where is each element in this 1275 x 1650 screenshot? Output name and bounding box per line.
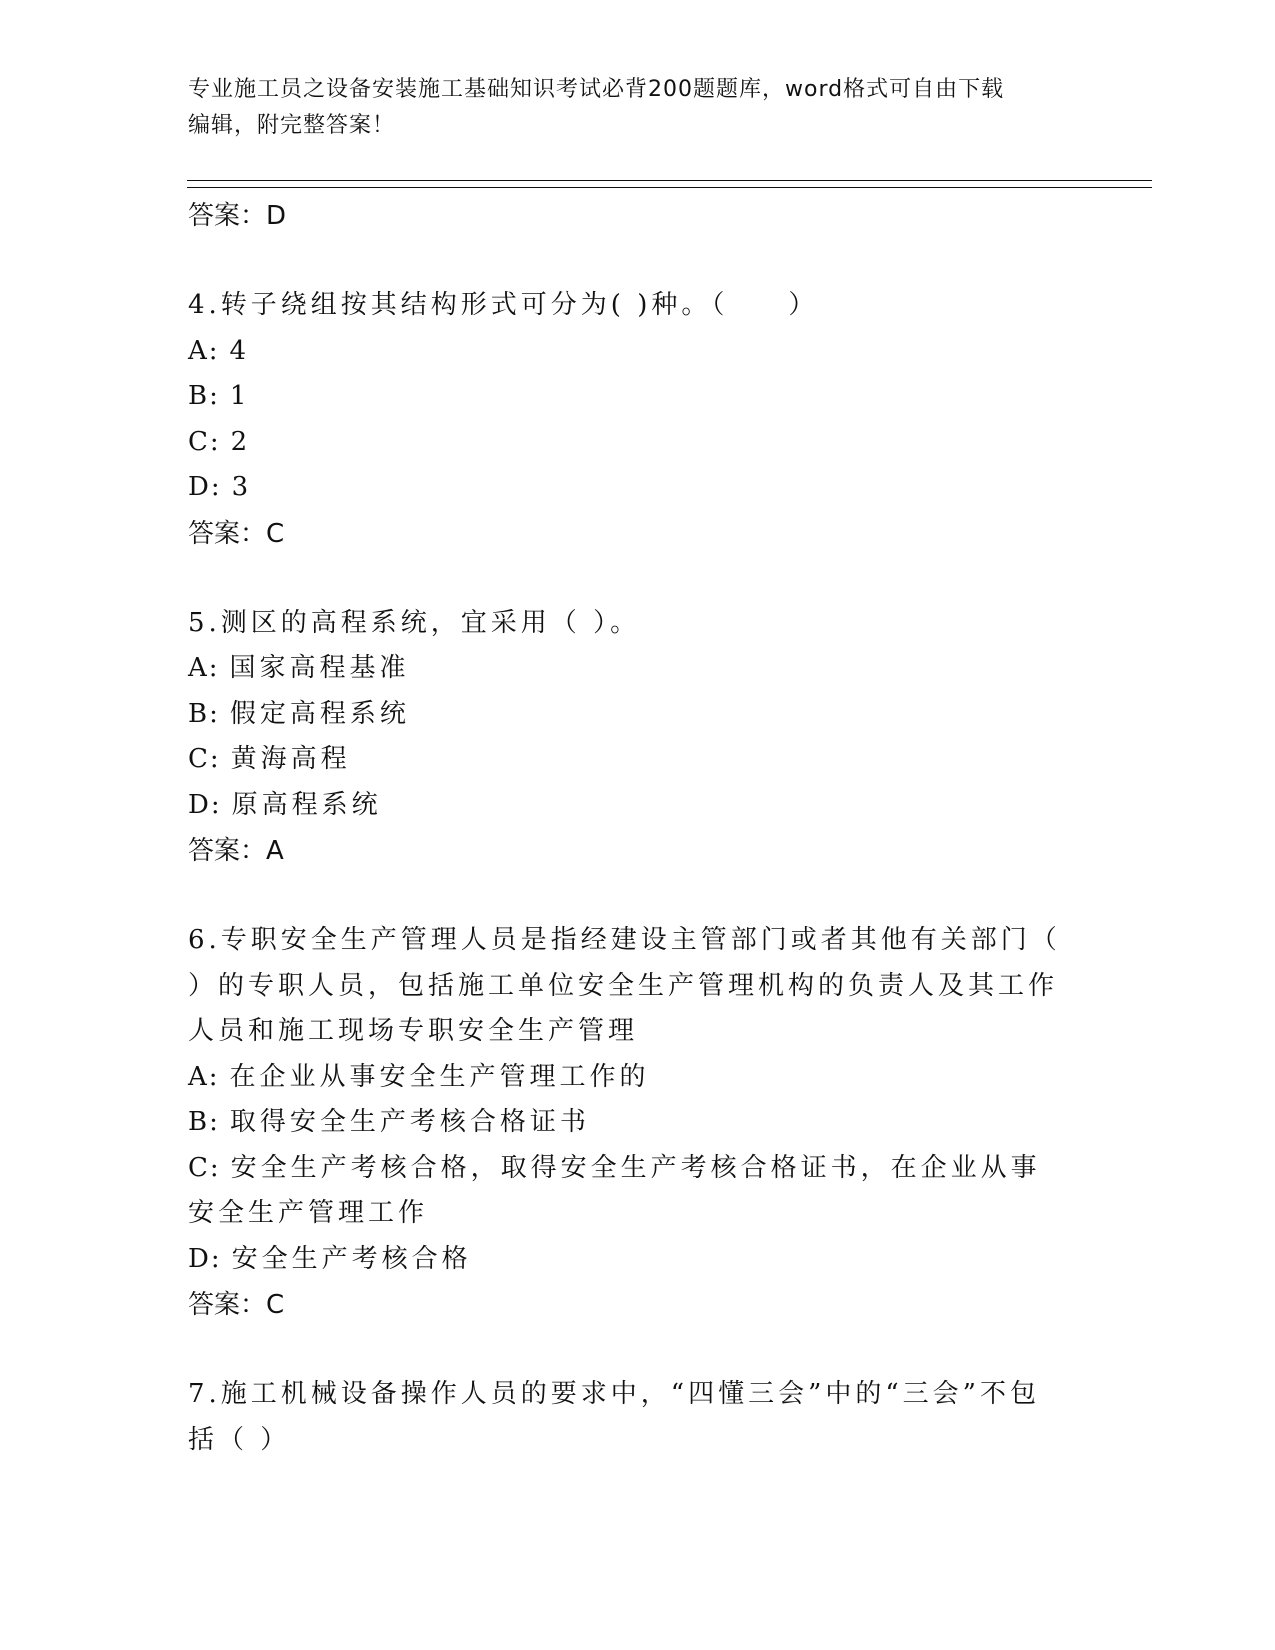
question-5	[188, 601, 1088, 875]
option-c	[188, 737, 1088, 783]
option-b	[188, 1100, 1088, 1146]
option-letter: D:	[188, 789, 222, 820]
question-text: 6.专职安全生产管理人员是指经建设主管部门或者其他有关部门（ ）的专职人员，包括施工单位安全生产管理机构的负责人及其工作人员和施工现场专职安全生产管理	[188, 925, 1061, 1046]
option-letter: C:	[188, 1152, 221, 1183]
answer-line: 答案：A	[188, 836, 284, 866]
option-letter: B:	[188, 381, 220, 411]
answer-line: 答案：D	[188, 201, 287, 231]
option-text: 3	[231, 472, 253, 502]
option-letter: D:	[188, 472, 222, 502]
option-letter: B:	[188, 1107, 220, 1137]
option-text: 取得安全生产考核合格证书	[229, 1107, 590, 1137]
option-letter: A:	[188, 335, 220, 366]
option-a	[188, 646, 1088, 692]
header-title-line-2: 编辑，附完整答案！	[188, 113, 396, 138]
question-text: 7.施工机械设备操作人员的要求中，“四懂三会”中的“三会”不包括（ ）	[188, 1379, 1040, 1455]
option-d	[188, 1237, 1088, 1283]
question-4	[188, 283, 1088, 557]
option-b	[188, 692, 1088, 738]
option-text: 在企业从事安全生产管理工作的	[229, 1061, 650, 1092]
option-b	[188, 374, 1088, 420]
question-text: 4.转子绕组按其结构形式可分为( )种。（ ）	[188, 290, 819, 320]
option-text: 安全生产考核合格	[231, 1243, 472, 1274]
option-a	[188, 329, 1088, 375]
option-letter: A:	[188, 653, 220, 683]
option-text: 安全生产考核合格，取得安全生产考核合格证书，在企业从事安全生产管理工作	[188, 1152, 1041, 1228]
question-list	[188, 193, 1088, 1463]
option-letter: C:	[188, 744, 221, 774]
option-c	[188, 1146, 1068, 1237]
option-text: 2	[230, 426, 252, 457]
question-text: 5.测区的高程系统，宜采用（ ）。	[188, 607, 641, 638]
option-text: 1	[229, 381, 251, 411]
option-text: 黄海高程	[230, 744, 351, 774]
answer-line: 答案：C	[188, 518, 285, 549]
option-text: 假定高程系统	[229, 698, 410, 729]
option-d	[188, 465, 1088, 511]
option-letter: C:	[188, 426, 221, 457]
question-7	[188, 1372, 1088, 1463]
option-text: 4	[229, 335, 251, 366]
option-letter: B:	[188, 698, 220, 729]
header-title-line-1: 专业施工员之设备安装施工基础知识考试必背200题题库，word格式可自由下载	[188, 77, 1005, 102]
answer-line: 答案：C	[188, 1290, 285, 1320]
option-letter: A:	[188, 1061, 220, 1092]
option-c	[188, 420, 1088, 466]
option-letter: D:	[188, 1243, 222, 1274]
option-text: 原高程系统	[231, 789, 382, 820]
option-a	[188, 1055, 1088, 1101]
option-d	[188, 783, 1088, 829]
header-divider	[187, 180, 1152, 188]
option-text: 国家高程基准	[229, 653, 410, 683]
question-6	[188, 918, 1088, 1328]
page-header	[188, 72, 1088, 144]
